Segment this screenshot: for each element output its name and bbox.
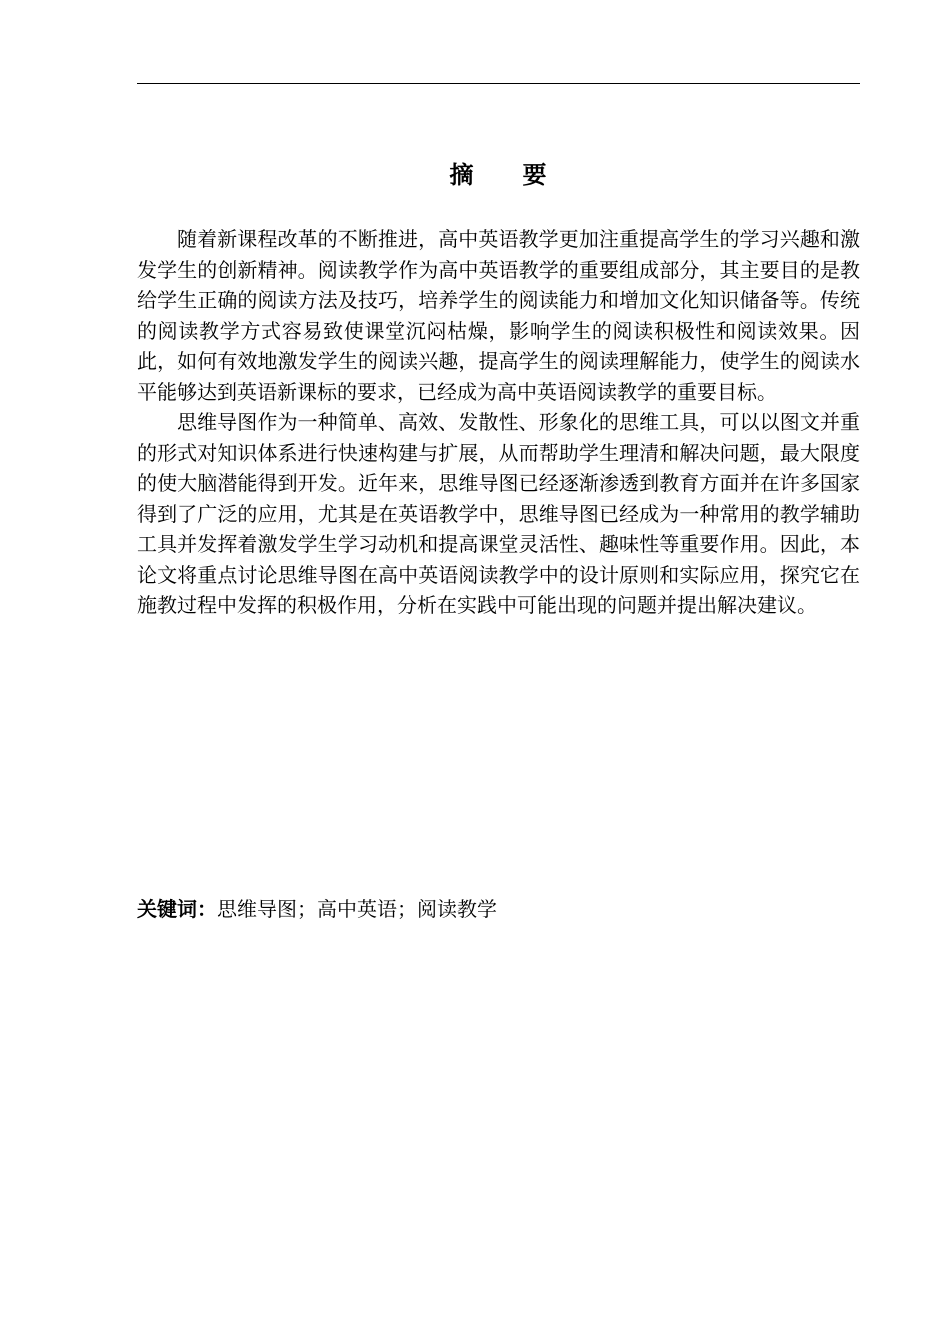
abstract-title xyxy=(137,158,860,192)
header-rule xyxy=(137,83,860,84)
abstract-title-char-2: 要 xyxy=(522,161,548,189)
keywords-label: 关键词： xyxy=(137,897,217,921)
keywords-value: 思维导图；高中英语；阅读教学 xyxy=(217,897,497,921)
abstract-title-char-1: 摘 xyxy=(449,161,475,189)
keywords-line xyxy=(137,894,860,924)
abstract-paragraph-1: 随着新课程改革的不断推进，高中英语教学更加注重提高学生的学习兴趣和激发学生的创新精神。阅读教学作为高中英语教学的重要组成部分，其主要目的是教给学生正确的阅读方法及技巧，培养学生的阅读能力和增加文化知识储备等。传统的阅读教学方式容易致使课堂沉闷枯燥，影响学生的阅读积极性和阅读效果。因此，如何有效地激发学生的阅读兴趣，提高学生的阅读理解能力，使学生的阅读水平能够达到英语新课标的要求，已经成为高中英语阅读教学的重要目标。 xyxy=(137,227,860,404)
abstract-body xyxy=(137,224,860,621)
abstract-paragraph-2: 思维导图作为一种简单、高效、发散性、形象化的思维工具，可以以图文并重的形式对知识体系进行快速构建与扩展，从而帮助学生理清和解决问题，最大限度的使大脑潜能得到开发。近年来，思维导图已经逐渐渗透到教育方面并在许多国家得到了广泛的应用，尤其是在英语教学中，思维导图已经成为一种常用的教学辅助工具并发挥着激发学生学习动机和提高课堂灵活性、趣味性等重要作用。因此，本论文将重点讨论思维导图在高中英语阅读教学中的设计原则和实际应用，探究它在施教过程中发挥的积极作用，分析在实践中可能出现的问题并提出解决建议。 xyxy=(137,410,860,617)
